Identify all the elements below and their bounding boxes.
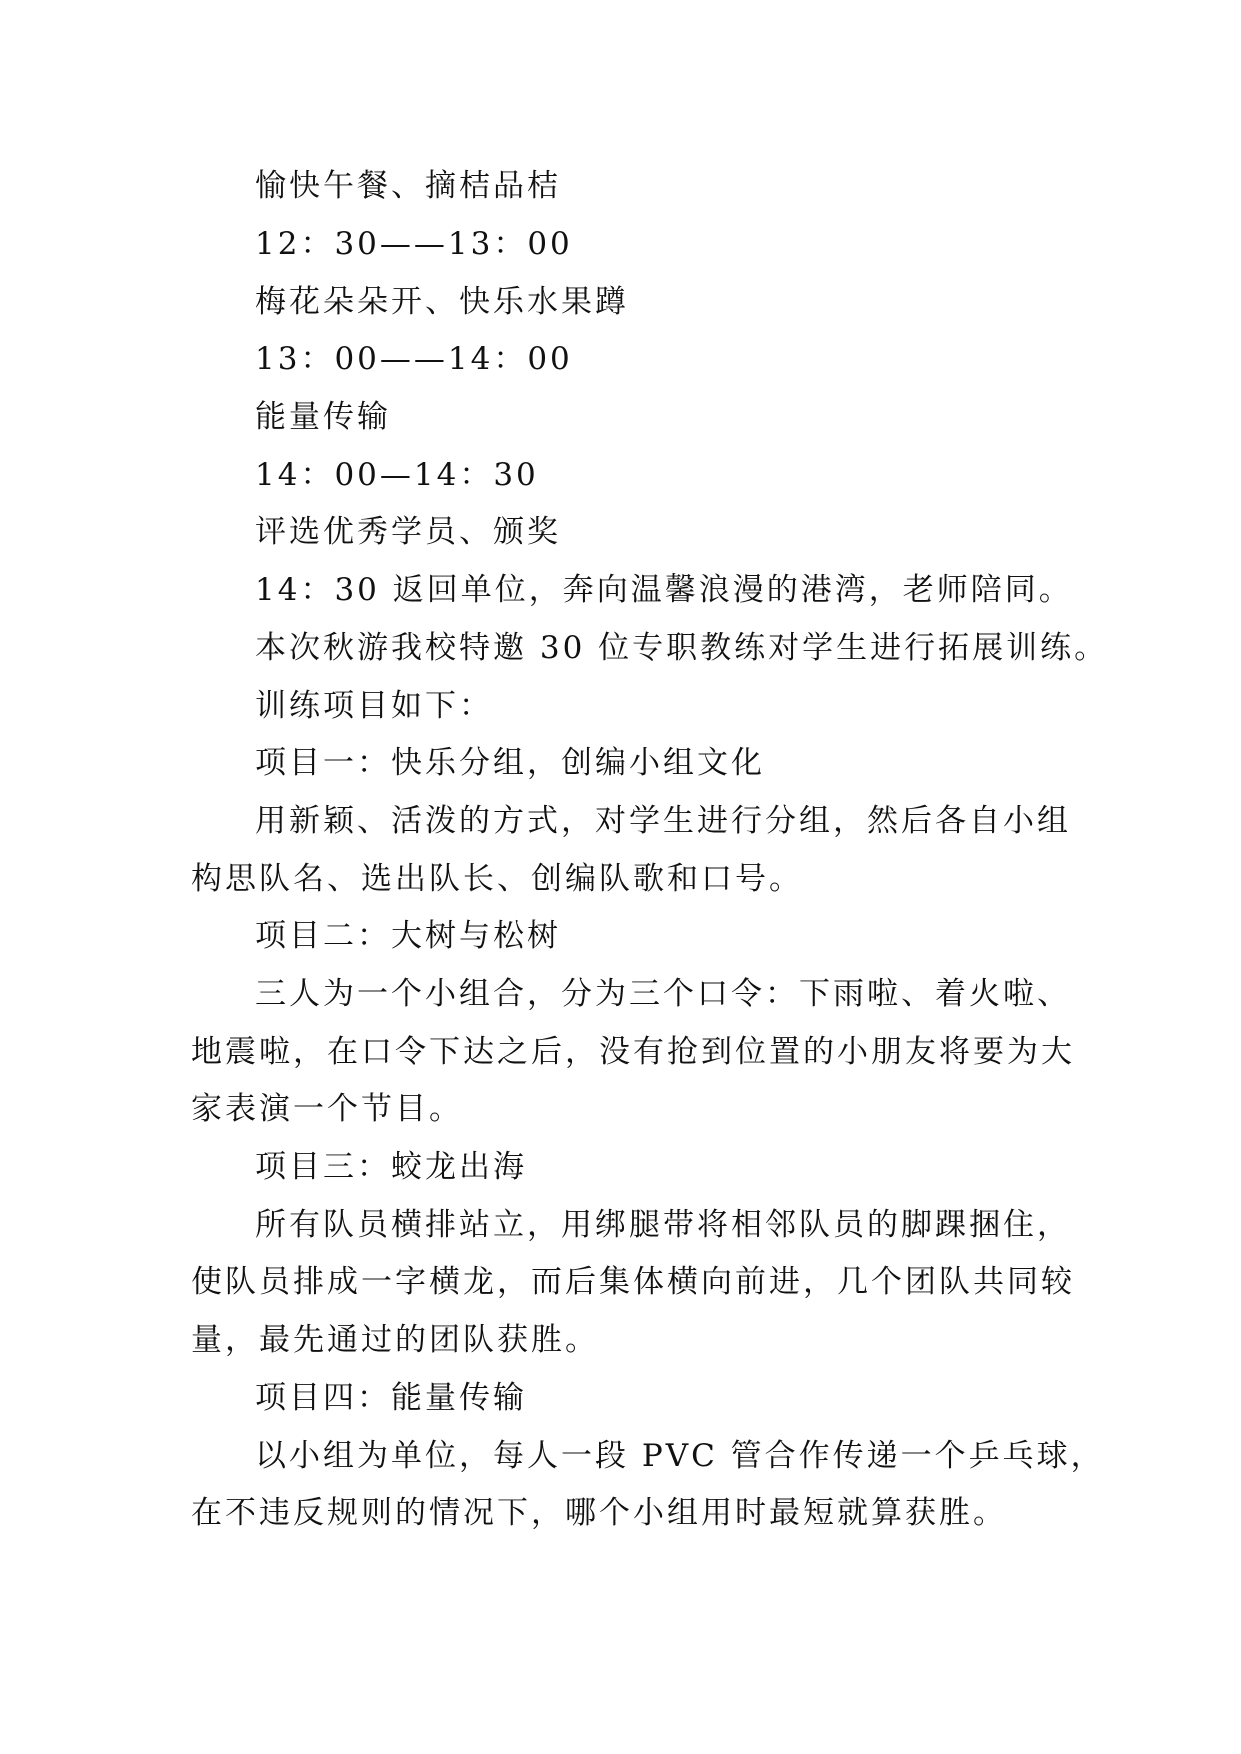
coach-intro: 本次秋游我校特邀 30 位专职教练对学生进行拓展训练。 <box>255 630 1109 666</box>
project-3-text-line-3: 量，最先通过的团队获胜。 <box>191 1322 599 1358</box>
schedule-time-1230: 12：30——13：00 <box>255 226 573 262</box>
schedule-time-1300: 13：00——14：00 <box>255 341 573 377</box>
schedule-activity-energy: 能量传输 <box>255 399 391 435</box>
project-2-title: 项目二：大树与松树 <box>255 918 561 954</box>
training-heading: 训练项目如下： <box>255 688 493 724</box>
project-2-text-line-1: 三人为一个小组合，分为三个口令：下雨啦、着火啦、 <box>255 976 1071 1012</box>
schedule-activity-games: 梅花朵朵开、快乐水果蹲 <box>255 284 629 320</box>
project-1-title: 项目一：快乐分组，创编小组文化 <box>255 745 765 781</box>
project-1-text-line-1: 用新颖、活泼的方式，对学生进行分组，然后各自小组 <box>255 803 1071 839</box>
schedule-activity-awards: 评选优秀学员、颁奖 <box>255 514 561 550</box>
project-3-text-line-1: 所有队员横排站立，用绑腿带将相邻队员的脚踝捆住， <box>255 1207 1071 1243</box>
project-2-text-line-2: 地震啦，在口令下达之后，没有抢到位置的小朋友将要为大 <box>191 1034 1075 1070</box>
schedule-activity-lunch: 愉快午餐、摘桔品桔 <box>255 168 561 204</box>
project-4-text-line-2: 在不违反规则的情况下，哪个小组用时最短就算获胜。 <box>191 1495 1007 1531</box>
schedule-return: 14：30 返回单位，奔向温馨浪漫的港湾，老师陪同。 <box>255 572 1073 608</box>
project-3-title: 项目三：蛟龙出海 <box>255 1149 527 1185</box>
project-1-text-line-2: 构思队名、选出队长、创编队歌和口号。 <box>191 861 803 897</box>
project-4-title: 项目四：能量传输 <box>255 1380 527 1416</box>
project-3-text-line-2: 使队员排成一字横龙，而后集体横向前进，几个团队共同较 <box>191 1264 1075 1300</box>
schedule-time-1400: 14：00—14：30 <box>255 457 539 493</box>
project-4-text-line-1: 以小组为单位，每人一段 PVC 管合作传递一个乒乓球， <box>255 1438 1105 1474</box>
project-2-text-line-3: 家表演一个节目。 <box>191 1091 463 1127</box>
